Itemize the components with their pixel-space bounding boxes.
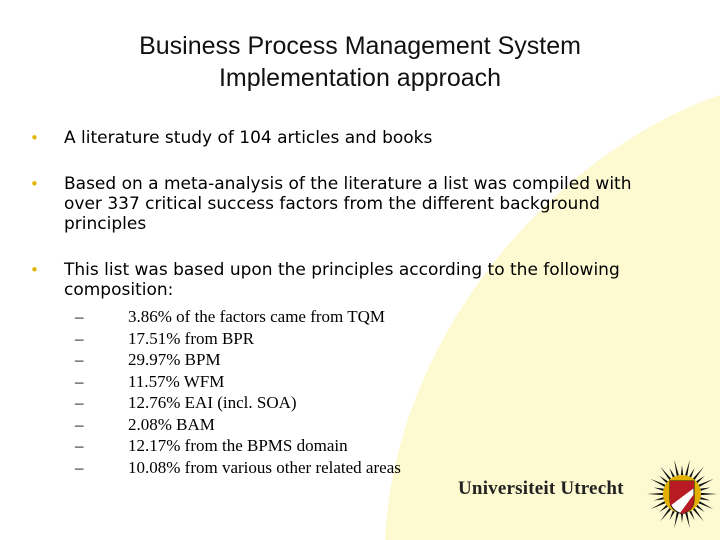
- dash-icon: –: [75, 371, 84, 391]
- composition-percent: 12.76%: [128, 393, 181, 412]
- dash-icon: –: [75, 328, 84, 348]
- title-line-2: Implementation approach: [218, 64, 502, 92]
- composition-item: [64, 371, 670, 393]
- composition-percent: 17.51%: [128, 328, 181, 348]
- composition-text: from the BPMS domain: [184, 436, 348, 455]
- dash-icon: –: [75, 393, 84, 412]
- bullet-item: [30, 128, 670, 148]
- bullet-text: This list was based upon the principles according to the following composition:: [64, 260, 620, 300]
- title-line-1: Business Process Management System: [139, 32, 581, 60]
- composition-text: BAM: [176, 414, 215, 434]
- slide-title: [0, 30, 720, 94]
- composition-text: from various other related areas: [184, 457, 401, 477]
- bullet-item: [30, 174, 670, 234]
- composition-percent: 12.17%: [128, 436, 181, 455]
- dash-icon: –: [75, 307, 84, 326]
- bullet-icon: •: [30, 261, 39, 279]
- composition-item: [64, 414, 670, 436]
- bullet-icon: •: [30, 129, 39, 147]
- dash-icon: –: [75, 414, 84, 434]
- dash-icon: –: [75, 350, 84, 369]
- dash-icon: –: [75, 457, 84, 477]
- composition-percent: 10.08%: [128, 457, 181, 477]
- composition-item: [64, 349, 670, 371]
- composition-text: WFM: [183, 371, 225, 391]
- university-name: Universiteit Utrecht: [458, 478, 624, 499]
- dash-icon: –: [75, 436, 84, 455]
- composition-text: of the factors came from TQM: [176, 307, 385, 326]
- composition-text: EAI (incl. SOA): [184, 393, 297, 412]
- composition-item: [64, 306, 670, 328]
- composition-text: BPM: [184, 350, 221, 369]
- composition-text: from BPR: [184, 328, 255, 348]
- composition-percent: 3.86%: [128, 307, 172, 326]
- composition-percent: 11.57%: [128, 371, 180, 391]
- bullet-text: Based on a meta-analysis of the literature a list was compiled with over 337 critical success factors from the different background principles: [64, 174, 632, 234]
- university-seal-icon: [646, 448, 718, 540]
- composition-item: [64, 328, 670, 350]
- bullet-item: [30, 260, 670, 478]
- bullet-text: A literature study of 104 articles and books: [64, 128, 433, 148]
- composition-item: [64, 392, 670, 414]
- bullet-icon: •: [30, 175, 39, 193]
- composition-percent: 2.08%: [128, 414, 172, 434]
- university-logo: [458, 448, 718, 540]
- composition-percent: 29.97%: [128, 350, 181, 369]
